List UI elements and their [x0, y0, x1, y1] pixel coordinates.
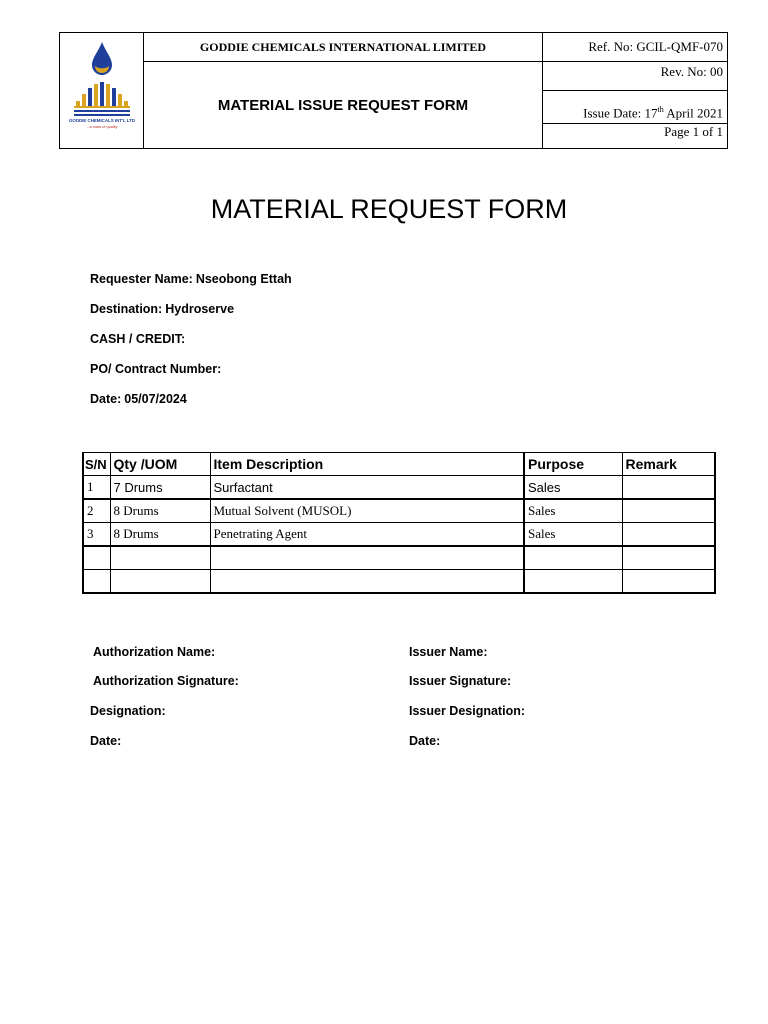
cash-credit-field: [90, 332, 185, 346]
page-title: MATERIAL REQUEST FORM: [210, 194, 568, 224]
cell-description: [210, 546, 524, 570]
po-contract-label: PO/ Contract Number:: [90, 362, 222, 376]
cell-qty: 7 Drums: [110, 476, 210, 500]
cell-qty: [110, 570, 210, 594]
page-number: Page 1 of 1: [543, 124, 728, 149]
svg-text:GODDIE CHEMICALS INT'L LTD: GODDIE CHEMICALS INT'L LTD: [68, 118, 135, 123]
date-label: Date:: [90, 392, 122, 406]
cell-remark: [622, 476, 715, 500]
destination-label: Destination:: [90, 302, 163, 316]
header-sn: S/N: [83, 453, 110, 476]
cell-qty: [110, 546, 210, 570]
date-left-label: Date:: [90, 734, 122, 748]
header-qty: Qty /UOM: [110, 453, 210, 476]
issue-date: [543, 91, 728, 124]
designation-label: Designation:: [90, 704, 166, 718]
cell-sn: [83, 546, 110, 570]
document-header: [59, 32, 728, 149]
company-logo-cell: [60, 33, 144, 149]
issue-date-month-year: April 2021: [663, 105, 723, 120]
cell-purpose: [524, 570, 622, 594]
issuer-designation-label: Issuer Designation:: [409, 704, 525, 718]
cell-purpose: Sales: [524, 499, 622, 523]
cell-remark: [622, 546, 715, 570]
issuer-name-label: Issuer Name:: [409, 645, 488, 659]
cell-qty: 8 Drums: [110, 523, 210, 547]
po-contract-field: [90, 362, 221, 376]
requester-name-field: [90, 272, 292, 286]
requester-name-value: Nseobong Ettah: [195, 272, 292, 286]
cell-remark: [622, 570, 715, 594]
issue-date-day: Issue Date: 17: [583, 105, 658, 120]
items-table: [82, 452, 716, 594]
destination-field: [90, 302, 234, 316]
cell-purpose: Sales: [524, 476, 622, 500]
destination-value: Hydroserve: [165, 302, 235, 316]
authorization-name-label: Authorization Name:: [93, 645, 216, 659]
svg-text:...a mark of quality: ...a mark of quality: [85, 125, 118, 129]
ref-number: Ref. No: GCIL-QMF-070: [543, 33, 728, 62]
date-value: 05/07/2024: [124, 392, 187, 406]
company-name: GODDIE CHEMICALS INTERNATIONAL LIMITED: [144, 33, 543, 62]
header-purpose: Purpose: [524, 453, 622, 476]
table-row: [83, 523, 715, 547]
header-description: Item Description: [210, 453, 524, 476]
header-remark: Remark: [622, 453, 715, 476]
cell-sn: 1: [83, 476, 110, 500]
cell-purpose: [524, 546, 622, 570]
table-row: [83, 570, 715, 594]
cell-sn: [83, 570, 110, 594]
cell-description: Surfactant: [210, 476, 524, 500]
date-right-label: Date:: [409, 734, 441, 748]
requester-name-label: Requester Name:: [90, 272, 193, 286]
cell-description: Penetrating Agent: [210, 523, 524, 547]
date-field: [90, 392, 187, 406]
cell-description: Mutual Solvent (MUSOL): [210, 499, 524, 523]
cell-qty: 8 Drums: [110, 499, 210, 523]
cell-sn: 3: [83, 523, 110, 547]
table-row: [83, 546, 715, 570]
authorization-signature-label: Authorization Signature:: [93, 674, 239, 688]
items-header-row: [83, 453, 715, 476]
table-row: [83, 499, 715, 523]
cell-remark: [622, 523, 715, 547]
cell-purpose: Sales: [524, 523, 622, 547]
form-title: MATERIAL ISSUE REQUEST FORM: [144, 62, 543, 149]
rev-number: Rev. No: 00: [543, 62, 728, 91]
issue-date-suffix: th: [657, 104, 664, 114]
building-bars-icon: [74, 82, 130, 116]
company-logo: [64, 38, 140, 138]
issuer-signature-label: Issuer Signature:: [409, 674, 512, 688]
cell-remark: [622, 499, 715, 523]
cash-credit-label: CASH / CREDIT:: [90, 332, 186, 346]
cell-description: [210, 570, 524, 594]
cell-sn: 2: [83, 499, 110, 523]
table-row: [83, 476, 715, 500]
